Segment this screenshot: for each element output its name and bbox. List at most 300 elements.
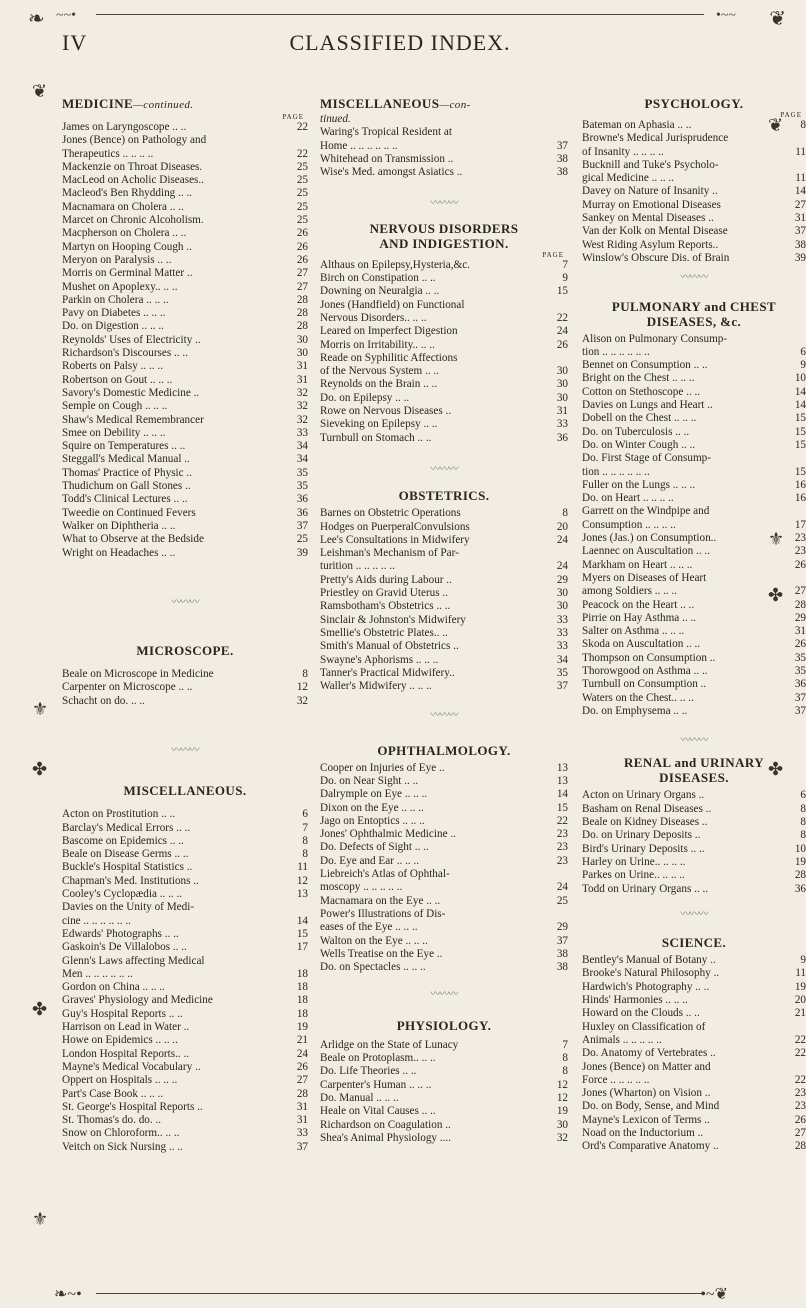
entry-title: Sankey on Mental Diseases .. (582, 212, 714, 225)
index-entry (62, 148, 308, 161)
entry-title: Men .. .. .. .. .. .. (62, 967, 133, 980)
index-entry (62, 374, 308, 387)
index-entry (62, 241, 308, 254)
entry-page-number: 39 (296, 546, 308, 559)
index-entry (62, 440, 308, 453)
entry-page-number: 38 (794, 238, 806, 251)
entry-title: Howard on the Clouds .. .. (582, 1007, 700, 1020)
section-heading: MISCELLANEOUS. (123, 783, 247, 799)
index-entry (320, 788, 568, 801)
index-entry (320, 285, 568, 298)
entry-title: Beale on Kidney Diseases .. (582, 816, 708, 829)
entry-page-number: 27 (296, 280, 308, 293)
ornament-bottom-right-icon: •~❦ (700, 1286, 728, 1303)
index-entry (62, 134, 308, 147)
index-entry (320, 560, 568, 573)
entry-page-number: 23 (794, 1100, 806, 1113)
index-entry (62, 695, 308, 708)
index-entry (582, 625, 806, 638)
index-entry (320, 895, 568, 908)
entry-title: Carpenter's Human .. .. .. (320, 1078, 432, 1091)
entry-title: Priestley on Gravid Uterus .. (320, 587, 449, 600)
entry-title: Thomas' Practice of Physic .. (62, 466, 193, 479)
section-divider-icon: 〰〰〰 (430, 463, 458, 475)
index-entry (320, 574, 568, 587)
entry-title: Parkes on Urine.. .. .. .. (582, 869, 685, 882)
index-entry (582, 452, 806, 465)
entry-title: Gordon on China .. .. .. (62, 981, 165, 994)
index-entry (320, 1065, 568, 1078)
entry-page-number: 9 (800, 954, 806, 967)
entry-title: Leishman's Mechanism of Par- (320, 547, 459, 560)
index-entry (62, 121, 308, 134)
entry-page-number: 33 (556, 626, 568, 639)
entry-page-number: 36 (794, 678, 806, 691)
side-ornament-icon: ✤ (32, 759, 48, 779)
section-divider-icon: 〰〰〰 (680, 735, 708, 747)
entry-title: Alison on Pulmonary Consump- (582, 332, 728, 345)
index-entry (62, 835, 308, 848)
entry-page-number: 12 (556, 1078, 568, 1091)
entry-page-number: 19 (556, 1105, 568, 1118)
index-entry (582, 172, 806, 185)
index-entry (582, 789, 806, 802)
section-heading: SCIENCE. (661, 935, 727, 951)
index-entry (582, 386, 806, 399)
entry-title: Animals .. .. .. .. .. (582, 1033, 662, 1046)
entry-page-number: 16 (794, 492, 806, 505)
index-entry (582, 212, 806, 225)
index-entry (582, 252, 806, 265)
entry-page-number: 32 (296, 694, 308, 707)
ornament-bottom-left-icon: ❧~• (54, 1286, 82, 1303)
entry-page-number: 27 (296, 267, 308, 280)
entry-page-number: 17 (794, 518, 806, 531)
entry-page-number: 37 (556, 934, 568, 947)
entry-title: Jones (Bence) on Pathology and (62, 134, 207, 147)
entry-page-number: 18 (296, 994, 308, 1007)
index-entry (320, 654, 568, 667)
index-entry (582, 705, 806, 718)
entry-title: Birch on Constipation .. .. (320, 272, 436, 285)
entry-title: Parkin on Cholera .. .. .. (62, 293, 169, 306)
side-ornament-icon: ❦ (32, 81, 48, 101)
section-heading: NERVOUS DISORDERS (369, 220, 519, 236)
index-entry (320, 815, 568, 828)
index-entry (582, 439, 806, 452)
entry-page-number: 15 (794, 412, 806, 425)
entry-page-number: 27 (794, 198, 806, 211)
entry-title: Sieveking on Epilepsy .. .. (320, 418, 438, 431)
entry-title: Reynolds' Uses of Electricity .. (62, 333, 201, 346)
entry-page-number: 27 (794, 585, 806, 598)
entry-page-number: 22 (794, 1047, 806, 1060)
section-heading-line2: AND INDIGESTION. (379, 235, 509, 251)
index-entry (320, 600, 568, 613)
entry-page-number: 33 (556, 613, 568, 626)
entry-page-number: 30 (556, 587, 568, 600)
index-entry (62, 254, 308, 267)
entry-page-number: 26 (794, 1113, 806, 1126)
entry-page-number: 15 (296, 927, 308, 940)
entry-page-number: 35 (794, 651, 806, 664)
index-entry (320, 961, 568, 974)
entry-title: Consumption .. .. .. .. (582, 518, 676, 531)
entry-title: Do. on Winter Cough .. .. (582, 438, 696, 451)
entry-list (320, 259, 568, 445)
index-entry (320, 259, 568, 272)
section-heading-continuation: tinued. (320, 113, 351, 125)
section-divider-icon: 〰〰〰 (171, 744, 199, 756)
entry-title: Force .. .. .. .. .. (582, 1073, 650, 1086)
entry-page-number: 23 (794, 1087, 806, 1100)
entry-title: Reade on Syphilitic Affections (320, 351, 458, 364)
index-entry (582, 519, 806, 532)
entry-title: Do. First Stage of Consump- (582, 452, 711, 465)
entry-title: Downing on Neuralgia .. .. (320, 285, 440, 298)
entry-title: Home .. .. .. .. .. .. (320, 139, 398, 152)
index-entry (582, 803, 806, 816)
entry-page-number: 38 (556, 166, 568, 179)
entry-title: Dobell on the Chest .. .. .. (582, 412, 697, 425)
entry-page-number: 22 (296, 147, 308, 160)
entry-page-number: 23 (556, 828, 568, 841)
bottom-rule (96, 1293, 704, 1294)
index-entry (582, 359, 806, 372)
entry-page-number: 30 (296, 333, 308, 346)
index-entry (320, 166, 568, 179)
entry-title: Edwards' Photographs .. .. (62, 927, 179, 940)
index-entry (62, 307, 308, 320)
index-entry (62, 187, 308, 200)
entry-page-number: 35 (794, 664, 806, 677)
index-entry (320, 418, 568, 431)
entry-title: Leared on Imperfect Digestion (320, 325, 458, 338)
entry-title: Davey on Nature of Insanity .. (582, 185, 718, 198)
entry-title: Guy's Hospital Reports .. .. (62, 1007, 183, 1020)
entry-title: Power's Illustrations of Dis- (320, 907, 446, 920)
index-entry (582, 572, 806, 585)
entry-title: Do. on Heart .. .. .. .. (582, 492, 674, 505)
entry-page-number: 8 (562, 1065, 568, 1078)
entry-page-number: 24 (556, 881, 568, 894)
entry-title: Carpenter on Microscope .. .. (62, 681, 193, 694)
index-entry (320, 521, 568, 534)
entry-title: Do. on Tuberculosis .. .. (582, 425, 690, 438)
entry-title: Semple on Cough .. .. .. (62, 400, 168, 413)
entry-title: Wells Treatise on the Eye .. (320, 947, 443, 960)
entry-page-number: 15 (556, 801, 568, 814)
index-entry (62, 928, 308, 941)
entry-page-number: 37 (556, 680, 568, 693)
entry-page-number: 15 (794, 438, 806, 451)
entry-title: Howe on Epidemics .. .. .. (62, 1034, 178, 1047)
entry-page-number: 7 (302, 821, 308, 834)
entry-title: Heale on Vital Causes .. .. (320, 1105, 436, 1118)
entry-page-number: 15 (794, 465, 806, 478)
entry-page-number: 8 (302, 848, 308, 861)
entry-page-number: 28 (296, 293, 308, 306)
index-entry (320, 1079, 568, 1092)
index-entry (582, 1034, 806, 1047)
entry-title: Morris on Germinal Matter .. (62, 267, 193, 280)
entry-page-number: 10 (794, 372, 806, 385)
entry-page-number: 25 (296, 533, 308, 546)
index-entry (320, 534, 568, 547)
entry-page-number: 34 (556, 653, 568, 666)
entry-title: Ord's Comparative Anatomy .. (582, 1140, 719, 1153)
entry-title: Jones' Ophthalmic Medicine .. (320, 828, 456, 841)
entry-title: Harley on Urine.. .. .. .. (582, 855, 686, 868)
index-entry (582, 585, 806, 598)
index-entry (62, 1048, 308, 1061)
entry-title: Todd on Urinary Organs .. .. (582, 882, 709, 895)
index-entry (320, 126, 568, 139)
entry-list (320, 1039, 568, 1145)
entry-page-number: 12 (556, 1091, 568, 1104)
entry-page-number: 35 (296, 480, 308, 493)
entry-page-number: 21 (296, 1034, 308, 1047)
entry-title: Jago on Entoptics .. .. .. (320, 814, 425, 827)
entry-page-number: 28 (296, 1087, 308, 1100)
entry-title: Lee's Consultations in Midwifery (320, 533, 470, 546)
entry-title: Meryon on Paralysis .. .. (62, 253, 172, 266)
index-entry (320, 1052, 568, 1065)
index-entry (320, 312, 568, 325)
index-entry (582, 1007, 806, 1020)
section-divider-icon: 〰〰〰 (430, 710, 458, 722)
section-heading: MEDICINE—continued. (62, 96, 194, 111)
index-entry (62, 174, 308, 187)
index-entry (320, 908, 568, 921)
entry-page-number: 25 (296, 160, 308, 173)
entry-page-number: 28 (296, 307, 308, 320)
entry-title: Tweedie on Continued Fevers (62, 506, 196, 519)
rule-flourish-right-icon: •~~ (715, 8, 736, 23)
section-heading: PSYCHOLOGY. (644, 96, 744, 111)
entry-page-number: 26 (296, 1060, 308, 1073)
index-entry (320, 855, 568, 868)
index-entry (62, 507, 308, 520)
entry-title: Do. on Epilepsy .. .. (320, 391, 410, 404)
index-entry (320, 680, 568, 693)
entry-title: Waller's Midwifery .. .. .. (320, 680, 432, 693)
entry-page-number: 21 (794, 1007, 806, 1020)
index-entry (62, 941, 308, 954)
index-entry (62, 1114, 308, 1127)
entry-title: cine .. .. .. .. .. .. (62, 914, 131, 927)
index-entry (62, 888, 308, 901)
entry-title: tion .. .. .. .. .. .. (582, 345, 650, 358)
entry-list (582, 789, 806, 895)
entry-title: Nervous Disorders.. .. .. (320, 311, 427, 324)
index-entry (320, 325, 568, 338)
entry-title: Dixon on the Eye .. .. .. (320, 801, 424, 814)
entry-title: Macnamara on Cholera .. .. (62, 200, 184, 213)
entry-title: Squire on Temperatures .. .. (62, 440, 186, 453)
entry-title: Waters on the Chest.. .. .. (582, 691, 694, 704)
entry-page-number: 8 (302, 668, 308, 681)
side-ornament-icon: ⚜ (768, 529, 785, 549)
entry-page-number: 32 (556, 1131, 568, 1144)
entry-title: Pretty's Aids during Labour .. (320, 573, 452, 586)
index-entry (582, 829, 806, 842)
index-entry (62, 387, 308, 400)
entry-title: Acton on Prostitution .. .. (62, 808, 176, 821)
entry-title: Dalrymple on Eye .. .. .. (320, 788, 428, 801)
entry-title: Garrett on the Windpipe and (582, 505, 710, 518)
index-entry (582, 132, 806, 145)
entry-page-number: 38 (556, 961, 568, 974)
entry-page-number: 26 (794, 638, 806, 651)
side-ornament-icon: ✤ (32, 999, 48, 1019)
index-entry (320, 587, 568, 600)
rule-flourish-left-icon: ~~• (56, 8, 77, 23)
entry-title: Bright on the Chest .. .. .. (582, 372, 695, 385)
index-entry (62, 1088, 308, 1101)
index-entry (320, 667, 568, 680)
index-entry (582, 1100, 806, 1113)
index-entry (62, 334, 308, 347)
index-entry (320, 153, 568, 166)
top-rule (96, 14, 704, 15)
entry-page-number: 37 (296, 519, 308, 532)
entry-page-number: 23 (556, 854, 568, 867)
index-entry (320, 1119, 568, 1132)
entry-page-number: 29 (556, 921, 568, 934)
index-entry (582, 1140, 806, 1153)
entry-page-number: 33 (296, 426, 308, 439)
index-entry (582, 185, 806, 198)
entry-page-number: 34 (296, 440, 308, 453)
index-entry (62, 214, 308, 227)
section-divider-icon: 〰〰〰 (680, 272, 708, 284)
index-entry (62, 1074, 308, 1087)
entry-page-number: 22 (794, 1073, 806, 1086)
index-entry (582, 146, 806, 159)
entry-title: gical Medicine .. .. .. (582, 172, 674, 185)
entry-title: Arlidge on the State of Lunacy (320, 1038, 459, 1051)
entry-title: Roberts on Palsy .. .. .. (62, 360, 163, 373)
entry-page-number: 16 (794, 478, 806, 491)
entry-title: Bennet on Consumption .. .. (582, 359, 708, 372)
index-entry (582, 981, 806, 994)
entry-title: Bucknill and Tuke's Psycholo- (582, 158, 719, 171)
index-entry (62, 1141, 308, 1154)
entry-title: Harrison on Lead in Water .. (62, 1021, 190, 1034)
entry-title: MacLeod on Acholic Diseases.. (62, 174, 204, 187)
index-entry (62, 994, 308, 1007)
index-entry (320, 392, 568, 405)
entry-page-number: 6 (800, 345, 806, 358)
entry-page-number: 32 (296, 400, 308, 413)
index-entry (62, 201, 308, 214)
index-entry (320, 1105, 568, 1118)
index-entry (320, 614, 568, 627)
index-entry (582, 532, 806, 545)
entry-title: Fuller on the Lungs .. .. .. (582, 478, 696, 491)
entry-list (320, 762, 568, 975)
entry-title: Barclay's Medical Errors .. .. (62, 821, 191, 834)
index-entry (62, 1061, 308, 1074)
index-entry (582, 412, 806, 425)
index-entry (320, 627, 568, 640)
entry-page-number: 11 (795, 967, 806, 980)
entry-title: Graves' Physiology and Medicine (62, 994, 213, 1007)
index-entry (62, 681, 308, 694)
entry-page-number: 31 (794, 625, 806, 638)
entry-title: Robertson on Gout .. .. .. (62, 373, 173, 386)
entry-page-number: 8 (562, 1052, 568, 1065)
entry-title: Part's Case Book .. .. .. (62, 1087, 164, 1100)
entry-page-number: 6 (302, 808, 308, 821)
entry-page-number: 11 (297, 861, 308, 874)
entry-title: Turnbull on Consumption .. (582, 678, 707, 691)
index-entry (62, 227, 308, 240)
entry-title: Beale on Disease Germs .. .. (62, 848, 189, 861)
section-heading: OBSTETRICS. (398, 488, 490, 504)
index-entry (582, 869, 806, 882)
entry-page-number: 19 (296, 1021, 308, 1034)
entry-page-number: 31 (556, 405, 568, 418)
entry-page-number: 28 (794, 869, 806, 882)
entry-title: Cotton on Stethoscope .. .. (582, 385, 701, 398)
entry-title: Thorowgood on Asthma .. .. (582, 664, 708, 677)
entry-title: Myers on Diseases of Heart (582, 571, 707, 584)
section-divider-icon: 〰〰〰 (680, 908, 708, 920)
entry-page-number: 7 (562, 258, 568, 271)
index-entry (320, 378, 568, 391)
entry-page-number: 20 (794, 994, 806, 1007)
entry-title: Swayne's Aphorisms .. .. .. (320, 653, 439, 666)
index-entry (320, 339, 568, 352)
entry-page-number: 25 (296, 187, 308, 200)
section-divider-icon: 〰〰〰 (430, 989, 458, 1001)
entry-page-number: 38 (556, 152, 568, 165)
index-entry (62, 360, 308, 373)
index-entry (62, 808, 308, 821)
index-entry (582, 954, 806, 967)
entry-title: Morris on Irritability.. .. .. (320, 338, 435, 351)
entry-title: Do. Life Theories .. .. (320, 1065, 417, 1078)
index-entry (320, 841, 568, 854)
entry-title: Jones (Bence) on Matter and (582, 1060, 711, 1073)
section-heading: OPHTHALMOLOGY. (377, 742, 511, 758)
entry-page-number: 31 (296, 373, 308, 386)
entry-title: Bateman on Aphasia .. .. (582, 119, 692, 131)
index-entry (62, 981, 308, 994)
index-entry (62, 400, 308, 413)
entry-title: Huxley on Classification of (582, 1020, 706, 1033)
index-entry (582, 1114, 806, 1127)
entry-page-number: 33 (296, 1127, 308, 1140)
entry-page-number: 26 (296, 227, 308, 240)
entry-list (582, 954, 806, 1153)
index-entry (582, 843, 806, 856)
entry-page-number: 37 (556, 139, 568, 152)
index-entry (320, 299, 568, 312)
index-entry (582, 505, 806, 518)
index-entry (62, 414, 308, 427)
entry-title: Richardson's Discourses .. .. (62, 347, 188, 360)
entry-page-number: 13 (556, 761, 568, 774)
index-entry (582, 119, 806, 132)
section-divider-icon: 〰〰〰 (171, 596, 199, 608)
entry-title: Turnbull on Stomach .. .. (320, 431, 432, 444)
entry-title: Shaw's Medical Remembrancer (62, 413, 204, 426)
index-entry (582, 225, 806, 238)
entry-title: Macnamara on the Eye .. .. (320, 894, 441, 907)
